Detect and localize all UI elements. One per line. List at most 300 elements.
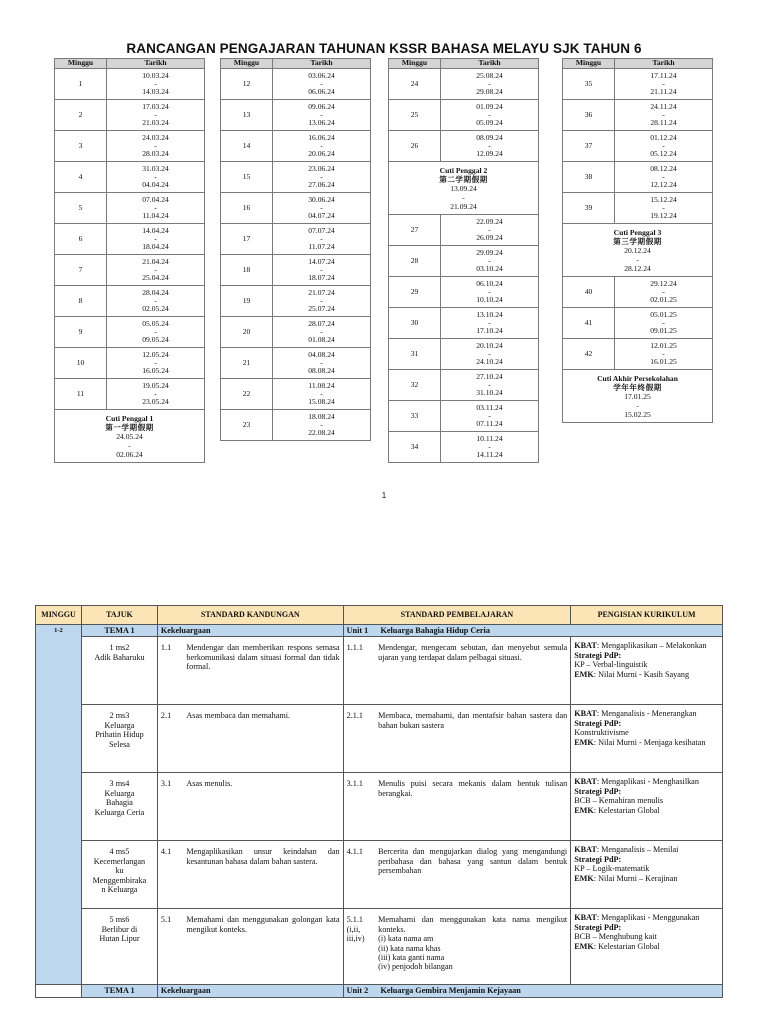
date-end: 21.03.24: [142, 118, 169, 128]
date-dash: -: [488, 410, 491, 420]
week-row: [563, 339, 713, 370]
date-dash: -: [320, 388, 323, 398]
kp-value: Konstruktivisme: [574, 728, 629, 738]
date-dash: -: [154, 295, 157, 305]
week-number: 38: [563, 162, 615, 193]
date-start: 28.07.24: [308, 318, 335, 328]
header-standard-pembelajaran: STANDARD PEMBELAJARAN: [343, 606, 571, 625]
holiday-name: Cuti Akhir Persekolahan: [597, 373, 678, 383]
date-dash: -: [154, 171, 157, 181]
date-end: 01.08.24: [308, 335, 335, 345]
date-end: 05.09.24: [476, 118, 503, 128]
sk-number: 2.1: [157, 705, 183, 773]
emk-value: Nilai Murni - Menjaga kesihatan: [598, 737, 706, 747]
date-dash: -: [662, 109, 665, 119]
lesson-tajuk-text: 1 ms2 Adik Baharuku: [94, 643, 145, 662]
week-row: [221, 317, 371, 348]
date-start: 05.05.24: [142, 318, 169, 328]
date-end: 21.11.24: [650, 87, 677, 97]
date-end: 14.03.24: [142, 87, 169, 97]
kbat-value: Menganalisis - Menerangkan: [601, 709, 697, 719]
week-row: [221, 379, 371, 410]
emk-value: Kelestarian Global: [598, 941, 660, 951]
week-number: 35: [563, 69, 615, 100]
tema-title: Kekeluargaan: [157, 625, 343, 637]
date-start: 08.12.24: [650, 163, 677, 173]
tema-label: TEMA 1: [81, 625, 157, 637]
kp-value: KP – Verbal-linguistik: [574, 660, 648, 670]
header-tajuk: TAJUK: [81, 606, 157, 625]
week-row: [563, 131, 713, 162]
sk-number: 3.1: [157, 773, 183, 841]
kp-value: BCB – Menghubung kait: [574, 932, 657, 942]
week-number: 25: [389, 100, 441, 131]
minggu-header: Minggu: [55, 59, 107, 69]
schedule-table-3: [388, 58, 539, 463]
sp-number: [343, 909, 375, 985]
date-dash: -: [320, 295, 323, 305]
header-pengisian-kurikulum: PENGISIAN KURIKULUM: [571, 606, 723, 625]
kbat-line: KBAT: Mengaplikasi - Menggunakan: [574, 913, 700, 923]
lesson-row: [36, 909, 723, 985]
strategi-label: Strategi PdP:: [574, 650, 622, 660]
week-row: [221, 255, 371, 286]
lesson-row: [36, 841, 723, 909]
week-row: [221, 348, 371, 379]
week-dates: [273, 348, 371, 379]
kurikulum-cell: [571, 773, 723, 841]
holiday-cell: [563, 370, 713, 423]
date-end: 09.01.25: [650, 326, 677, 336]
holiday-name: Cuti Penggal 2: [439, 165, 488, 175]
date-end: 15.08.24: [308, 397, 335, 407]
date-end: 03.10.24: [476, 264, 503, 274]
schedule-table-4: [562, 58, 713, 423]
date-end: 25.04.24: [142, 273, 169, 283]
week-number: 28: [389, 246, 441, 277]
date-end: 06.06.24: [308, 87, 335, 97]
date-end: 29.08.24: [476, 87, 503, 97]
date-end: 02.01.25: [650, 295, 677, 305]
kurikulum-cell: [571, 637, 723, 705]
kbat-label: KBAT: [574, 913, 597, 923]
date-end: 08.08.24: [308, 366, 335, 376]
holiday-chinese: 第一学期假期: [105, 422, 154, 432]
date-dash: -: [488, 224, 491, 234]
week-dates: [615, 162, 713, 193]
kurikulum-cell: [571, 841, 723, 909]
week-dates: [273, 162, 371, 193]
lesson-tajuk-text: 4 ms5 Kecemerlangan ku Menggembiraka n Keluarga: [92, 847, 147, 895]
week-number: 10: [55, 348, 107, 379]
date-end: 31.10.24: [476, 388, 503, 398]
date-start: 28.04.24: [142, 287, 169, 297]
sp-number-text: 5.1.1 (i,ii, iii,iv): [346, 915, 365, 944]
week-dates: [107, 379, 205, 410]
unit-label-2: Unit 2: [346, 986, 369, 996]
date-end: 27.06.24: [308, 180, 335, 190]
date-start: 04.08.24: [308, 349, 335, 359]
sk-number: 4.1: [157, 841, 183, 909]
date-dash: -: [154, 357, 157, 367]
date-end: 12.12.24: [650, 180, 677, 190]
emk-value: Kelestarian Global: [598, 805, 660, 815]
date-dash: -: [320, 357, 323, 367]
rpt-header-row: [36, 606, 723, 625]
emk-line: EMK: Nilai Murni - Menjaga kesihatan: [574, 737, 706, 747]
sp-number: [343, 841, 375, 909]
sk-text: Mengaplikasikan unsur keindahan dan kesantunan bahasa dalam bahan sastera.: [183, 841, 343, 909]
week-number: 39: [563, 193, 615, 224]
sp-text-main: Membaca, memahami, dan mentafsir bahan sastera dan bahan bukan sastera: [378, 711, 568, 730]
holiday-cell: [389, 162, 539, 215]
date-dash: -: [662, 78, 665, 88]
lesson-tajuk-text: 3 ms4 Keluarga Bahagia Keluarga Ceria: [94, 779, 145, 817]
week-row: [221, 100, 371, 131]
date-start: 20.10.24: [476, 340, 503, 350]
week-dates: [441, 339, 539, 370]
week-number: 20: [221, 317, 273, 348]
strategi-label: Strategi PdP:: [574, 786, 622, 796]
week-row: [389, 370, 539, 401]
holiday-cell: [55, 410, 205, 463]
date-dash: -: [488, 348, 491, 358]
kbat-label: KBAT: [574, 709, 597, 719]
week-dates: [107, 286, 205, 317]
date-dash: -: [662, 286, 665, 296]
date-dash: -: [662, 317, 665, 327]
week-row: [389, 277, 539, 308]
week-row: [221, 69, 371, 100]
week-row: [221, 193, 371, 224]
date-start: 24.03.24: [142, 132, 169, 142]
emk-label: EMK: [574, 873, 594, 883]
lesson-tajuk-text: 2 ms3 Keluarga Prihatin Hidup Selesa: [95, 711, 144, 749]
week-row: [55, 255, 205, 286]
date-end: 18.04.24: [142, 242, 169, 252]
date-dash: -: [488, 286, 491, 296]
strategi-label: Strategi PdP:: [574, 854, 622, 864]
holiday-end: 28.12.24: [624, 263, 651, 273]
sp-text-main: Memahami dan menggunakan kata nama mengikut konteks.: [378, 915, 568, 934]
sp-text-main: Mendengar, mengecam sebutan, dan menyebut semula ujaran yang terdapat dalam pelbagai situasi.: [378, 643, 568, 662]
lesson-row: [36, 773, 723, 841]
week-dates: [441, 100, 539, 131]
week-dates: [441, 308, 539, 339]
week-dates: [441, 131, 539, 162]
week-row: [55, 224, 205, 255]
date-start: 25.08.24: [476, 70, 503, 80]
kbat-value: Mengaplikasi - Menggunakan: [601, 913, 700, 923]
holiday-chinese: 第三学期假期: [613, 236, 662, 246]
holiday-start: 17.01.25: [624, 391, 651, 401]
date-end: 16.05.24: [142, 366, 169, 376]
date-start: 17.11.24: [650, 70, 677, 80]
date-start: 23.06.24: [308, 163, 335, 173]
tarikh-header: Tarikh: [273, 59, 371, 69]
date-dash: -: [488, 317, 491, 327]
kbat-value: Mengaplikasikan – Melakonkan: [601, 641, 707, 651]
header-standard-kandungan: STANDARD KANDUNGAN: [157, 606, 343, 625]
date-start: 01.09.24: [476, 101, 503, 111]
week-number: 2: [55, 100, 107, 131]
date-start: 29.12.24: [650, 278, 677, 288]
date-dash: -: [636, 400, 639, 410]
week-number: 17: [221, 224, 273, 255]
tema-row-2: [36, 985, 723, 997]
holiday-cell: [563, 224, 713, 277]
date-dash: -: [320, 140, 323, 150]
date-dash: -: [662, 171, 665, 181]
week-row: [389, 131, 539, 162]
week-dates: [273, 379, 371, 410]
date-dash: -: [488, 140, 491, 150]
week-number: 4: [55, 162, 107, 193]
sp-number: [343, 637, 375, 705]
lesson-tajuk: [81, 705, 157, 773]
emk-label: EMK: [574, 737, 594, 747]
week-number: 34: [389, 432, 441, 463]
emk-label: EMK: [574, 941, 594, 951]
date-end: 22.08.24: [308, 428, 335, 438]
lesson-tajuk: [81, 773, 157, 841]
holiday-chinese: 第二学期假期: [439, 174, 488, 184]
week-dates: [615, 339, 713, 370]
week-number: 14: [221, 131, 273, 162]
tarikh-header: Tarikh: [615, 59, 713, 69]
schedule-header-row: [55, 59, 205, 69]
sp-number: [343, 773, 375, 841]
week-number: 18: [221, 255, 273, 286]
header-minggu: MINGGU: [36, 606, 82, 625]
week-row: [563, 308, 713, 339]
holiday-chinese: 学年年终假期: [613, 382, 662, 392]
emk-value: Nilai Murni – Kerajinan: [598, 873, 678, 883]
tema-label-2: TEMA 1: [81, 985, 157, 997]
date-dash: -: [662, 348, 665, 358]
week-row: [55, 193, 205, 224]
sp-text: [375, 773, 571, 841]
sk-number: 5.1: [157, 909, 183, 985]
date-dash: -: [662, 202, 665, 212]
schedule-header-row: [389, 59, 539, 69]
emk-line: EMK: Kelestarian Global: [574, 805, 660, 815]
week-number: 12: [221, 69, 273, 100]
week-row: [221, 224, 371, 255]
date-end: 25.07.24: [308, 304, 335, 314]
date-start: 24.11.24: [650, 101, 677, 111]
date-start: 09.06.24: [308, 101, 335, 111]
week-number: 33: [389, 401, 441, 432]
date-end: 20.06.24: [308, 149, 335, 159]
date-dash: -: [154, 140, 157, 150]
date-dash: -: [320, 233, 323, 243]
week-row: [563, 193, 713, 224]
holiday-row: [563, 224, 713, 277]
date-dash: -: [320, 171, 323, 181]
page-title: RANCANGAN PENGAJARAN TAHUNAN KSSR BAHASA MELAYU SJK TAHUN 6: [126, 41, 642, 56]
schedule-header-row: [221, 59, 371, 69]
week-dates: [615, 308, 713, 339]
week-row: [221, 286, 371, 317]
week-row: [55, 317, 205, 348]
date-dash: -: [488, 78, 491, 88]
week-dates: [441, 246, 539, 277]
date-dash: -: [662, 140, 665, 150]
tarikh-header: Tarikh: [107, 59, 205, 69]
emk-value: Nilai Murni - Kasih Sayang: [598, 669, 690, 679]
week-row: [221, 162, 371, 193]
date-dash: -: [488, 379, 491, 389]
kp-value: BCB – Kemahiran menulis: [574, 796, 664, 806]
rpt-table: [35, 605, 723, 998]
sp-sub-list: [378, 934, 567, 972]
date-end: 18.07.24: [308, 273, 335, 283]
date-start: 27.10.24: [476, 371, 503, 381]
week-range-empty: [36, 985, 82, 997]
date-start: 05.01.25: [650, 309, 677, 319]
kbat-line: KBAT: Mengaplikasi - Menghasilkan: [574, 777, 699, 787]
date-end: 07.11.24: [476, 419, 503, 429]
holiday-row: [389, 162, 539, 215]
week-number: 24: [389, 69, 441, 100]
week-dates: [615, 131, 713, 162]
minggu-header: Minggu: [389, 59, 441, 69]
date-end: 05.12.24: [650, 149, 677, 159]
week-row: [55, 348, 205, 379]
week-number: 40: [563, 277, 615, 308]
schedule-table-1: [54, 58, 205, 463]
week-row: [55, 69, 205, 100]
date-start: 08.09.24: [476, 132, 503, 142]
date-start: 31.03.24: [142, 163, 169, 173]
lesson-row: [36, 705, 723, 773]
week-row: [55, 286, 205, 317]
sk-text: Asas menulis.: [183, 773, 343, 841]
date-end: 02.05.24: [142, 304, 169, 314]
week-number: 32: [389, 370, 441, 401]
week-dates: [441, 432, 539, 463]
week-row: [221, 131, 371, 162]
date-dash: -: [128, 440, 131, 450]
date-start: 30.06.24: [308, 194, 335, 204]
kp-value: KP – Logik-matematik: [574, 864, 650, 874]
week-number: 21: [221, 348, 273, 379]
date-dash: -: [154, 233, 157, 243]
week-number: 37: [563, 131, 615, 162]
date-end: 14.11.24: [476, 450, 503, 460]
date-start: 16.06.24: [308, 132, 335, 142]
date-start: 12.01.25: [650, 340, 677, 350]
sp-number-text: 4.1.1: [346, 847, 363, 857]
week-number: 19: [221, 286, 273, 317]
date-dash: -: [488, 255, 491, 265]
week-row: [389, 69, 539, 100]
sp-number-text: 1.1.1: [346, 643, 363, 653]
week-row: [389, 100, 539, 131]
kurikulum-cell: [571, 909, 723, 985]
week-dates: [273, 410, 371, 441]
date-end: 24.10.24: [476, 357, 503, 367]
kbat-line: KBAT: Mengaplikasikan – Melakonkan: [574, 641, 707, 651]
date-end: 13.06.24: [308, 118, 335, 128]
kurikulum-cell: [571, 705, 723, 773]
date-start: 14.07.24: [308, 256, 335, 266]
date-start: 11.08.24: [308, 380, 335, 390]
unit-name: Keluarga Bahagia Hidup Ceria: [380, 626, 490, 635]
week-row: [563, 277, 713, 308]
date-end: 26.09.24: [476, 233, 503, 243]
sp-number-text: 2.1.1: [346, 711, 363, 721]
week-dates: [107, 317, 205, 348]
week-number: 30: [389, 308, 441, 339]
date-dash: -: [154, 109, 157, 119]
lesson-tajuk: [81, 909, 157, 985]
date-dash: -: [488, 441, 491, 451]
lesson-tajuk: [81, 841, 157, 909]
sp-text-main: Bercerita dan mengujarkan dialog yang mengandungi peribahasa dan bahasa yang santun dalam bentuk persembahan: [378, 847, 568, 876]
sp-text-main: Menulis puisi secara mekanis dalam bentuk tulisan berangkai.: [378, 779, 568, 798]
sp-sub-item: (iv) penjodoh bilangan: [378, 962, 453, 972]
minggu-header: Minggu: [221, 59, 273, 69]
week-row: [389, 401, 539, 432]
week-dates: [107, 69, 205, 100]
sk-text: Asas membaca dan memahami.: [183, 705, 343, 773]
week-row: [389, 215, 539, 246]
sp-text: [375, 841, 571, 909]
kbat-label: KBAT: [574, 641, 597, 651]
week-dates: [615, 69, 713, 100]
date-start: 07.07.24: [308, 225, 335, 235]
week-number: 7: [55, 255, 107, 286]
date-dash: -: [154, 78, 157, 88]
date-start: 06.10.24: [476, 278, 503, 288]
date-start: 03.06.24: [308, 70, 335, 80]
holiday-name: Cuti Penggal 1: [105, 413, 154, 423]
date-dash: -: [320, 326, 323, 336]
sp-number-text: 3.1.1: [346, 779, 363, 789]
week-number: 9: [55, 317, 107, 348]
week-number: 29: [389, 277, 441, 308]
date-dash: -: [320, 264, 323, 274]
week-number: 31: [389, 339, 441, 370]
week-dates: [273, 69, 371, 100]
date-start: 29.09.24: [476, 247, 503, 257]
sp-sub-item: (i) kata nama am: [378, 934, 434, 944]
holiday-end: 21.09.24: [450, 201, 477, 211]
sp-number: [343, 705, 375, 773]
week-row: [221, 410, 371, 441]
kbat-value: Menganalisis – Menilai: [601, 845, 679, 855]
date-end: 28.11.24: [650, 118, 677, 128]
date-dash: -: [488, 109, 491, 119]
date-start: 12.05.24: [142, 349, 169, 359]
date-start: 15.12.24: [650, 194, 677, 204]
week-number: 36: [563, 100, 615, 131]
holiday-start: 13.09.24: [450, 183, 477, 193]
week-dates: [273, 286, 371, 317]
lesson-tajuk: [81, 637, 157, 705]
week-dates: [273, 100, 371, 131]
date-end: 04.07.24: [308, 211, 335, 221]
week-row: [389, 432, 539, 463]
week-dates: [273, 255, 371, 286]
date-start: 21.07.24: [308, 287, 335, 297]
week-row: [389, 246, 539, 277]
tarikh-header: Tarikh: [441, 59, 539, 69]
week-dates: [107, 255, 205, 286]
date-start: 10.11.24: [476, 433, 503, 443]
